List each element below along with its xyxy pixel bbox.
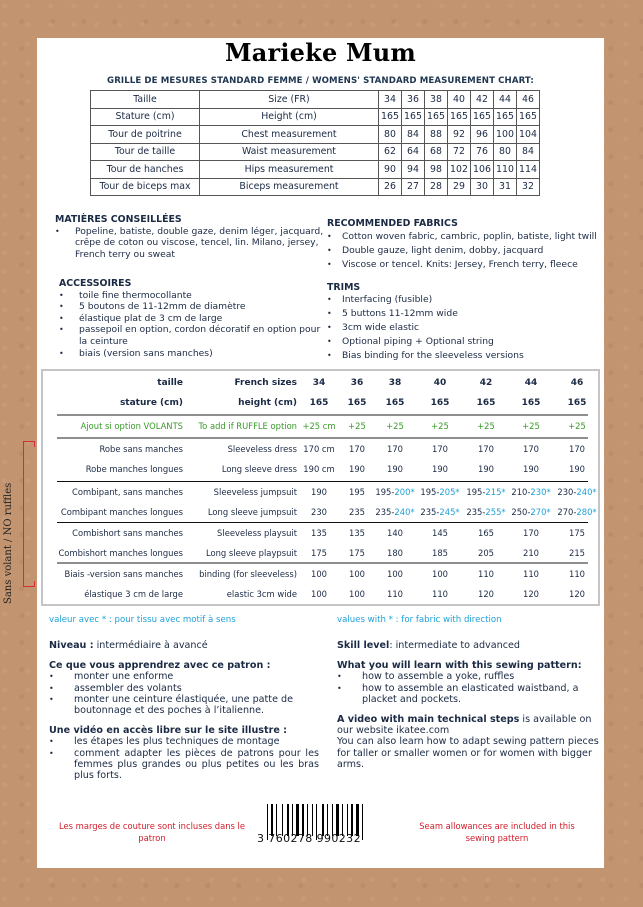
yardage-value: 120 <box>569 589 585 599</box>
fabrics-fr-heading: MATIÈRES CONSEILLÉES <box>55 214 182 225</box>
measurement-row <box>91 126 540 144</box>
list-item: • 5 boutons de 11-12mm de diamètre <box>59 301 329 313</box>
yardage-value: 165 <box>567 398 587 408</box>
yardage-label-fr: Ajout si option VOLANTS <box>80 421 183 431</box>
yardage-value: 110 <box>387 589 403 599</box>
yardage-label-en: Long sleeve jumpsuit <box>207 507 297 517</box>
yardage-value: +25 <box>477 421 495 431</box>
measurement-value: 38 <box>425 91 448 109</box>
yardage-table <box>41 369 600 606</box>
list-item: • Optional piping + Optional string <box>327 336 607 348</box>
yardage-value: 170 <box>523 444 539 454</box>
list-item: • Bias binding for the sleeveless versions <box>327 350 607 362</box>
yardage-value: 46 <box>570 378 584 388</box>
measurement-label-en: Height (cm) <box>200 108 379 126</box>
no-ruffles-label: Sans volant / NO ruffles <box>3 482 14 604</box>
yardage-label-en: elastic 3cm wide <box>226 589 297 599</box>
yardage-value-base: 235- <box>420 507 440 517</box>
yardage-value-directional: 200* <box>394 487 415 497</box>
yardage-value: 145 <box>432 528 448 538</box>
yardage-label-fr: taille <box>157 378 183 388</box>
yardage-value: 120 <box>523 589 539 599</box>
level-fr: Niveau : intermédiaire à avancé <box>49 640 208 651</box>
measurement-value: 46 <box>517 91 540 109</box>
yardage-value: 165 <box>309 398 329 408</box>
measurement-value: 30 <box>471 178 494 196</box>
list-item: • Double gauze, light denim, dobby, jacquard <box>327 245 607 257</box>
yardage-value: 190 <box>387 464 403 474</box>
yardage-value: 190 <box>523 464 539 474</box>
yardage-label-en: Long sleeve dress <box>221 464 297 474</box>
yardage-value: +25 <box>568 421 586 431</box>
yardage-value: 205 <box>478 548 494 558</box>
measurement-value: 42 <box>471 91 494 109</box>
yardage-value <box>547 502 607 522</box>
yardage-value: 190 cm <box>303 464 335 474</box>
measurement-value: 27 <box>402 178 425 196</box>
yardage-label-en: To add if RUFFLE option <box>198 421 297 431</box>
yardage-value: 215 <box>569 548 585 558</box>
yardage-label-fr: Combipant, sans manches <box>72 487 183 497</box>
list-item: • toile fine thermocollante <box>59 290 329 302</box>
list-item: • monter une ceinture élastiquée, une patte de boutonnage et des poches à l’italienne. <box>49 694 319 716</box>
yardage-value-base: 230- <box>557 487 577 497</box>
yardage-value: 110 <box>569 569 585 579</box>
measurement-row <box>91 91 540 109</box>
yardage-value: 120 <box>478 589 494 599</box>
direction-note-en: values with * : for fabric with direction <box>337 615 502 625</box>
measurement-value: 165 <box>448 108 471 126</box>
direction-note-fr: valeur avec * : pour tissu avec motif à sens <box>49 615 236 625</box>
yardage-label-fr: Combipant manches longues <box>60 507 183 517</box>
info-en <box>337 640 599 779</box>
list-item: • 3cm wide elastic <box>327 322 607 334</box>
yardage-value: 185 <box>432 548 448 558</box>
video-en-extra: You can also learn how to adapt sewing pattern pieces for taller or smaller women or for women with bigger arms. <box>337 736 599 770</box>
measurement-row <box>91 143 540 161</box>
yardage-value: 190 <box>349 464 365 474</box>
barcode-bar <box>362 804 363 840</box>
yardage-divider <box>57 522 588 523</box>
yardage-row <box>43 439 598 459</box>
measurement-value: 96 <box>471 126 494 144</box>
yardage-value-directional: 270* <box>530 507 551 517</box>
learn-fr-heading: Ce que vous apprendrez avec ce patron : <box>49 660 271 672</box>
yardage-value: 100 <box>349 569 365 579</box>
yardage-label-fr: Combishort manches longues <box>58 548 183 558</box>
yardage-row <box>43 373 598 393</box>
measurement-value: 44 <box>494 91 517 109</box>
measurement-value: 165 <box>494 108 517 126</box>
list-item: • monter une enforme <box>49 671 319 682</box>
learn-en-list <box>337 671 599 705</box>
yardage-value: 110 <box>478 569 494 579</box>
measurement-label-en: Chest measurement <box>200 126 379 144</box>
trims-en-heading: TRIMS <box>327 282 361 293</box>
fabrics-fr-section <box>55 214 325 260</box>
yardage-value-directional: 240* <box>576 487 597 497</box>
yardage-value: 135 <box>311 528 327 538</box>
measurement-value: 28 <box>425 178 448 196</box>
list-item: • Viscose or tencel. Knits: Jersey, French terry, fleece <box>327 259 607 271</box>
video-en: A video with main technical steps is available on our website ikatee.com <box>337 714 592 737</box>
yardage-value: +25 <box>386 421 404 431</box>
measurement-value: 88 <box>425 126 448 144</box>
list-item: • Interfacing (fusible) <box>327 294 607 306</box>
yardage-value: 110 <box>523 569 539 579</box>
accessories-fr-section <box>59 278 329 359</box>
yardage-value: 165 <box>478 528 494 538</box>
list-item: • les étapes les plus techniques de montage <box>49 736 319 747</box>
list-item: • biais (version sans manches) <box>59 348 329 360</box>
yardage-row <box>43 584 598 604</box>
yardage-value: 190 <box>432 464 448 474</box>
measurement-label-fr: Tour de taille <box>91 143 200 161</box>
yardage-value: 110 <box>432 589 448 599</box>
yardage-value: 170 <box>349 444 365 454</box>
measurement-value: 98 <box>425 161 448 179</box>
list-item: • Popeline, batiste, double gaze, denim léger, jacquard, crêpe de coton ou viscose, tencel, lin. Milano, jersey, French terry ou sweat <box>55 226 325 261</box>
yardage-label-en: Sleeveless playsuit <box>217 528 297 538</box>
yardage-value-directional: 255* <box>485 507 506 517</box>
measurement-value: 104 <box>517 126 540 144</box>
list-item: • how to assemble an elasticated waistband, a placket and pockets. <box>337 683 599 705</box>
measurement-value: 84 <box>402 126 425 144</box>
trims-en-section <box>327 282 607 364</box>
yardage-label-fr: Combishort sans manches <box>72 528 183 538</box>
yardage-label-fr: Robe manches longues <box>85 464 183 474</box>
yardage-label-fr: Robe sans manches <box>99 444 183 454</box>
chart-subtitle: GRILLE DE MESURES STANDARD FEMME / WOMENS' STANDARD MEASUREMENT CHART: <box>107 76 534 86</box>
measurement-value: 26 <box>379 178 402 196</box>
yardage-value: 44 <box>524 378 538 388</box>
yardage-value-base: 210- <box>511 487 531 497</box>
measurement-row <box>91 178 540 196</box>
measurement-value: 68 <box>425 143 448 161</box>
trims-en-list <box>327 294 607 362</box>
measurement-value: 165 <box>402 108 425 126</box>
yardage-row <box>43 543 598 563</box>
yardage-value: 165 <box>476 398 496 408</box>
measurement-value: 165 <box>425 108 448 126</box>
learn-en-heading: What you will learn with this sewing pattern: <box>337 660 582 672</box>
yardage-label-en: height (cm) <box>238 398 297 408</box>
yardage-value: 140 <box>387 528 403 538</box>
yardage-value: 100 <box>432 569 448 579</box>
yardage-value: 165 <box>347 398 367 408</box>
yardage-value: 40 <box>433 378 447 388</box>
measurement-label-en: Biceps measurement <box>200 178 379 196</box>
yardage-label-en: Long sleeve playpsuit <box>205 548 297 558</box>
yardage-value: 170 cm <box>303 444 335 454</box>
yardage-label-fr: stature (cm) <box>119 398 183 408</box>
yardage-value: 230 <box>311 507 327 517</box>
yardage-value: 195 <box>349 487 365 497</box>
measurement-value: 92 <box>448 126 471 144</box>
measurement-value: 110 <box>494 161 517 179</box>
yardage-value: 135 <box>349 528 365 538</box>
barcode <box>259 804 377 844</box>
yardage-value-base: 235- <box>466 507 486 517</box>
yardage-value: 165 <box>430 398 450 408</box>
yardage-label-en: French sizes <box>234 378 297 388</box>
measurement-value: 62 <box>379 143 402 161</box>
yardage-value: 165 <box>385 398 405 408</box>
yardage-value-base: 195- <box>375 487 395 497</box>
fabrics-en-list <box>327 231 607 271</box>
measurement-value: 31 <box>494 178 517 196</box>
yardage-value: 170 <box>523 528 539 538</box>
measurement-value: 100 <box>494 126 517 144</box>
yardage-row <box>43 393 598 413</box>
yardage-label-fr: Biais -version sans manches <box>64 569 183 579</box>
yardage-value: 100 <box>311 589 327 599</box>
list-item: • assembler des volants <box>49 683 319 694</box>
yardage-label-en: Sleeveless jumpsuit <box>213 487 297 497</box>
yardage-value: 36 <box>350 378 364 388</box>
list-item: • 5 buttons 11-12mm wide <box>327 308 607 320</box>
yardage-value-base: 235- <box>375 507 395 517</box>
yardage-value: 170 <box>569 444 585 454</box>
measurement-value: 36 <box>402 91 425 109</box>
measurement-value: 90 <box>379 161 402 179</box>
measurement-value: 114 <box>517 161 540 179</box>
measurement-label-fr: Tour de hanches <box>91 161 200 179</box>
yardage-row <box>43 482 598 502</box>
measurement-value: 84 <box>517 143 540 161</box>
list-item: • how to assemble a yoke, ruffles <box>337 671 599 682</box>
fabrics-fr-list <box>55 226 325 261</box>
yardage-label-en: Sleeveless dress <box>227 444 297 454</box>
accessories-fr-list <box>59 290 329 360</box>
measurement-value: 29 <box>448 178 471 196</box>
measurement-value: 34 <box>379 91 402 109</box>
no-ruffles-bracket <box>23 441 34 587</box>
measurement-value: 165 <box>379 108 402 126</box>
barcode-number: 3 760278 990232 <box>257 832 361 845</box>
measurement-value: 72 <box>448 143 471 161</box>
measurement-label-en: Size (FR) <box>200 91 379 109</box>
yardage-value: 190 <box>311 487 327 497</box>
measurement-row <box>91 108 540 126</box>
level-en: Skill level: intermediate to advanced <box>337 640 520 651</box>
yardage-row <box>43 564 598 584</box>
yardage-value: 42 <box>479 378 493 388</box>
yardage-value-directional: 205* <box>439 487 460 497</box>
yardage-value: 170 <box>432 444 448 454</box>
yardage-divider <box>57 437 588 439</box>
yardage-value: 175 <box>569 528 585 538</box>
yardage-divider <box>57 562 588 564</box>
yardage-label-fr: élastique 3 cm de large <box>84 589 183 599</box>
yardage-value: 100 <box>311 569 327 579</box>
yardage-value: 100 <box>387 569 403 579</box>
measurement-label-fr: Stature (cm) <box>91 108 200 126</box>
yardage-value: 170 <box>478 444 494 454</box>
yardage-value: +25 <box>522 421 540 431</box>
measurement-row <box>91 161 540 179</box>
yardage-value: 190 <box>478 464 494 474</box>
measurement-value: 94 <box>402 161 425 179</box>
yardage-value: 235 <box>349 507 365 517</box>
yardage-value: 180 <box>387 548 403 558</box>
yardage-value-base: 195- <box>466 487 486 497</box>
pattern-sheet <box>3 38 604 868</box>
yardage-value <box>547 482 607 502</box>
video-fr-heading: Une vidéo en accès libre sur le site illustre : <box>49 725 288 737</box>
seam-allowance-fr: Les marges de couture sont incluses dans le patron <box>58 821 246 843</box>
fabrics-en-section <box>327 218 607 273</box>
seam-allowance-en: Seam allowances are included in this sewing pattern <box>419 821 575 843</box>
measurement-label-en: Waist measurement <box>200 143 379 161</box>
yardage-value: 175 <box>311 548 327 558</box>
measurement-value: 80 <box>379 126 402 144</box>
yardage-value-directional: 245* <box>439 507 460 517</box>
yardage-value: +25 <box>431 421 449 431</box>
measurement-label-fr: Taille <box>91 91 200 109</box>
measurement-value: 165 <box>471 108 494 126</box>
pattern-title: Marieke Mum <box>224 38 416 67</box>
yardage-row <box>43 416 598 436</box>
accessories-fr-heading: ACCESSOIRES <box>59 278 132 289</box>
list-item: • passepoil en option, cordon décoratif en option pour la ceinture <box>59 324 329 347</box>
measurement-value: 80 <box>494 143 517 161</box>
yardage-row <box>43 523 598 543</box>
measurement-value: 165 <box>517 108 540 126</box>
yardage-row <box>43 502 598 522</box>
yardage-value: 34 <box>312 378 326 388</box>
yardage-value: 190 <box>569 464 585 474</box>
yardage-divider <box>57 414 588 416</box>
yardage-value: +25 <box>348 421 366 431</box>
yardage-value: 210 <box>523 548 539 558</box>
measurement-label-fr: Tour de poitrine <box>91 126 200 144</box>
learn-fr-list <box>49 671 319 716</box>
yardage-value-base: 250- <box>511 507 531 517</box>
yardage-value-base: 270- <box>557 507 577 517</box>
list-item: • comment adapter les pièces de patrons pour les femmes plus grandes ou plus petites ou les bras plus forts. <box>49 748 319 782</box>
yardage-value: 175 <box>349 548 365 558</box>
yardage-label-en: binding (for sleeveless) <box>199 569 297 579</box>
yardage-value: 100 <box>349 589 365 599</box>
yardage-value-directional: 280* <box>576 507 597 517</box>
measurement-value: 32 <box>517 178 540 196</box>
barcode-bar <box>364 804 366 840</box>
yardage-value: 170 <box>387 444 403 454</box>
yardage-value-directional: 230* <box>530 487 551 497</box>
yardage-value-directional: 215* <box>485 487 506 497</box>
yardage-divider <box>57 481 588 482</box>
yardage-row <box>43 459 598 479</box>
measurement-label-fr: Tour de biceps max <box>91 178 200 196</box>
measurement-table <box>90 90 540 196</box>
video-fr-list <box>49 736 319 781</box>
yardage-value: 38 <box>388 378 402 388</box>
info-fr <box>49 640 319 790</box>
fabrics-en-heading: RECOMMENDED FABRICS <box>327 218 458 229</box>
yardage-value: +25 cm <box>302 421 336 431</box>
measurement-value: 76 <box>471 143 494 161</box>
list-item: • élastique plat de 3 cm de large <box>59 313 329 325</box>
measurement-value: 64 <box>402 143 425 161</box>
yardage-value-base: 195- <box>420 487 440 497</box>
yardage-value-directional: 240* <box>394 507 415 517</box>
measurement-value: 102 <box>448 161 471 179</box>
measurement-value: 40 <box>448 91 471 109</box>
list-item: • Cotton woven fabric, cambric, poplin, batiste, light twill <box>327 231 607 243</box>
yardage-value: 165 <box>521 398 541 408</box>
measurement-label-en: Hips measurement <box>200 161 379 179</box>
measurement-value: 106 <box>471 161 494 179</box>
